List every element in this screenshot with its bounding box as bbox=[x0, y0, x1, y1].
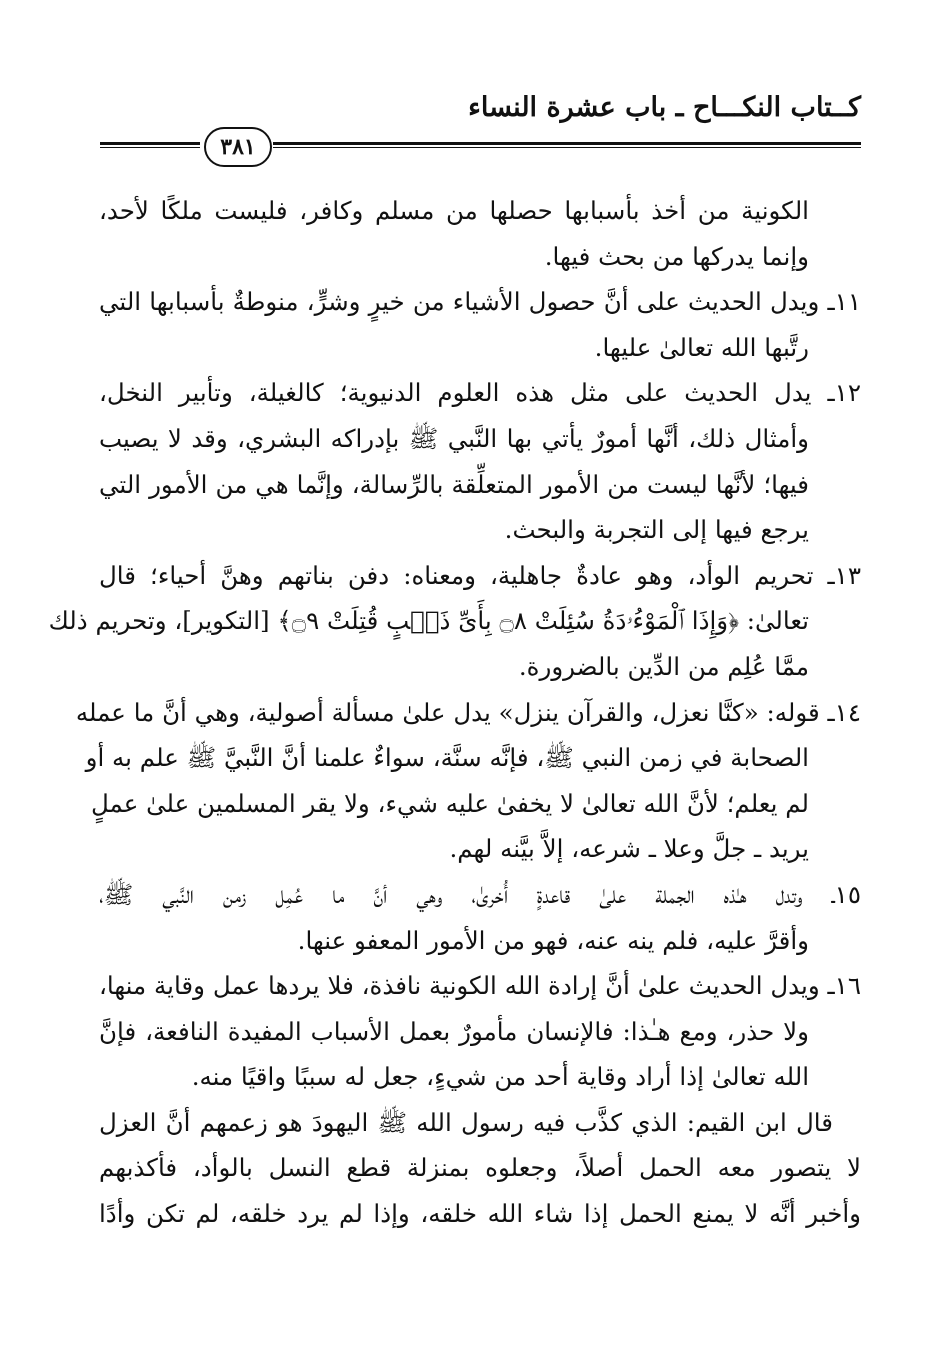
text-line: وأمثال ذلك، أنَّها أمورٌ يأتي بها النَّبي ﷺ بإدراكه البشري، وقد لا يصيب bbox=[99, 423, 809, 453]
text-line: ١٣ـ تحريم الوأد، وهو عادةٌ جاهلية، ومعناه: دفن بناتهم وهنَّ أحياء؛ قال bbox=[99, 560, 861, 590]
text-line: ١٥ـ وتدل هـٰذه الجملة علىٰ قاعدةٍ أُخرىٰ، وهي أنَّ ما عُمِل زمن النَّبي ﷺ، bbox=[99, 879, 861, 909]
text-line: ولا حذر، ومع هـٰذا: فالإنسان مأمورٌ بعمل الأسباب المفيدة النافعة، فإنَّ bbox=[99, 1016, 809, 1046]
header-rule-right bbox=[273, 142, 861, 148]
body-text bbox=[48, 188, 861, 1237]
text-line: يرجع فيها إلى التجربة والبحث. bbox=[504, 515, 809, 545]
text-line: وأخبر أنَّه لا يمنع الحمل إذا شاء الله خلقه، وإذا لم يرد خلقه، لم تكن وأدًا bbox=[99, 1199, 861, 1229]
text-line: وإنما يدركها من بحث فيها. bbox=[544, 241, 809, 271]
text-line: لم يعلم؛ لأنَّ الله تعالىٰ لا يخفىٰ عليه شيء، ولا يقر المسلمين علىٰ عملٍ bbox=[90, 788, 809, 818]
text-line: رتَّبها الله تعالىٰ عليها. bbox=[594, 332, 809, 362]
text-line: قال ابن القيم: الذي كذَّب فيه رسول الله ﷺ اليهودَ هو زعمهم أنَّ العزل bbox=[99, 1107, 833, 1137]
header-rule-left bbox=[100, 142, 200, 148]
text-line: الصحابة في زمن النبي ﷺ، فإنَّه سنَّة، سواءٌ علمنا أنَّ النَّبيَّ ﷺ علم به أو bbox=[85, 743, 809, 773]
text-line: الله تعالىٰ إذا أراد وقاية أحد من شيءٍ، جعل له سببًا واقيًا منه. bbox=[191, 1062, 809, 1092]
running-title: كــتاب النكـــاح ـ باب عشرة النساء bbox=[468, 92, 861, 123]
page-number-badge: ٣٨١ bbox=[204, 127, 272, 167]
text-line: ١٦ـ ويدل الحديث علىٰ أنَّ إرادة الله الكونية نافذة، فلا يردها عمل وقاية منها، bbox=[99, 971, 861, 1001]
text-line: وأقرَّ عليه، فلم ينه عنه، فهو من الأمور المعفو عنها. bbox=[297, 925, 809, 955]
text-line: ١١ـ ويدل الحديث على أنَّ حصول الأشياء من خيرٍ وشرٍّ، منوطةٌ بأسبابها التي bbox=[99, 287, 861, 317]
text-line: لا يتصور معه الحمل أصلاً، وجعلوه بمنزلة قطع النسل بالوأد، فأكذبهم bbox=[99, 1153, 861, 1183]
text-line: يريد ـ جلَّ وعلا ـ شرعه، إلاَّ بيَّنه لهم. bbox=[449, 834, 809, 864]
text-line: الكونية من أخذ بأسبابها حصلها من مسلم وكافر، فليست ملكًا لأحد، bbox=[99, 196, 809, 225]
text-line: ١٤ـ قوله: «كنَّا نعزل، والقرآن ينزل» يدل علىٰ مسألة أصولية، وهي أنَّ ما عمله bbox=[75, 697, 861, 727]
text-line: تعالىٰ: ﴿وَإِذَا ٱلْمَوْءُۥدَةُ سُئِلَتْ ۝٨ بِأَىِّ ذَنۢبٍ قُتِلَتْ ۝٩﴾ [التكوير]، وتحريم ذلك bbox=[48, 606, 809, 636]
text-line: فيها؛ لأنَّها ليست من الأمور المتعلِّقة بالرِّسالة، وإنَّما هي من الأمور التي bbox=[99, 469, 809, 499]
text-line: ١٢ـ يدل الحديث على مثل هذه العلوم الدنيوية؛ كالغيلة، وتأبير النخل، bbox=[99, 378, 861, 408]
text-line: ممَّا عُلِم من الدِّين بالضرورة. bbox=[518, 651, 809, 681]
